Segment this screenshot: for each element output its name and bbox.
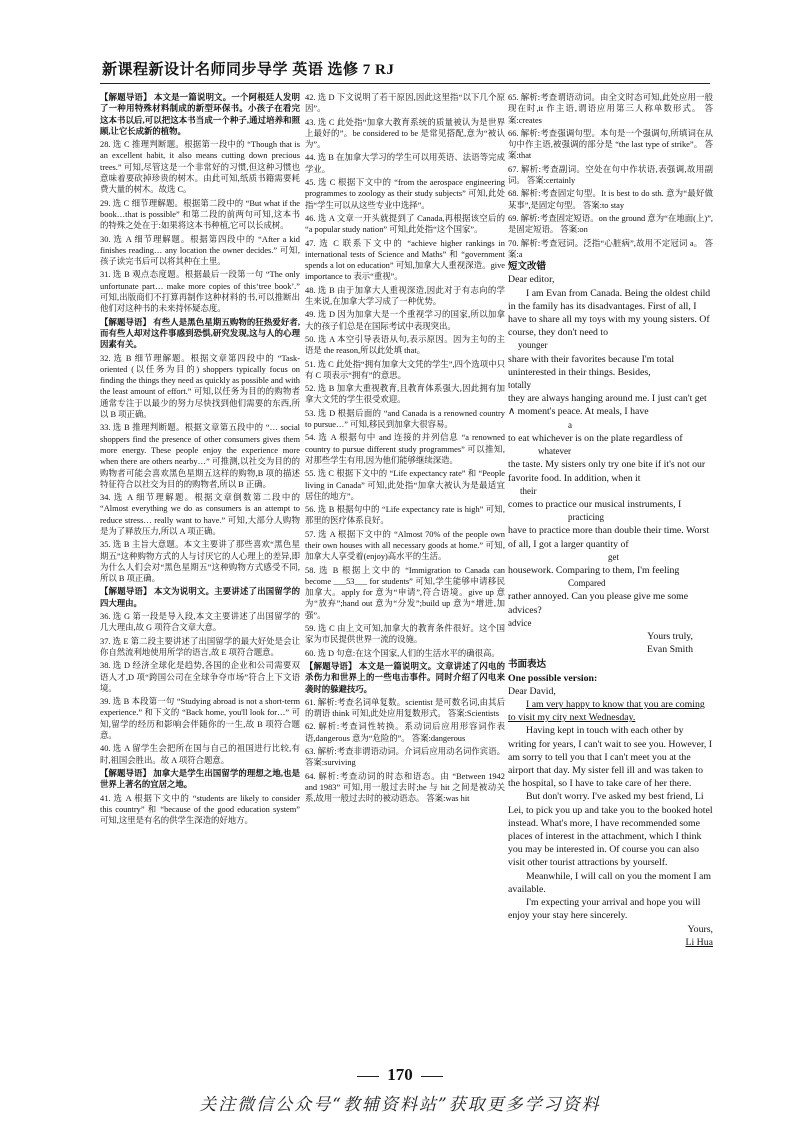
answer-item: 39. 选 B 本段第一句 “Studying abroad is not a short-term experience.” 和下文的 “Back home, you'll look for…” 可知,留学的经历和影响会伴随你的一生,故 B 项符合题意。 [100, 697, 300, 741]
correction-line: comes to practice our musical instruments, I [508, 498, 682, 510]
answer-item: 61. 解析:考查名词单复数。scientist 是可数名词,由其后的谓语 think 可知,此处应用复数形式。 答案:Scientists [305, 697, 505, 719]
answer-item: 51. 选 C 此处指“拥有加拿大文凭的学生”,四个选项中只有 C 项表示“拥有”的意思。 [305, 359, 505, 380]
answer-item: 53. 选 D 根据后面的 “and Canada is a renowned country to pursue…” 可知,移民到加拿大很容易。 [305, 408, 505, 430]
answer-item: 70. 解析:考查冠词。泛指“心脏病”,故用不定冠词 a。 答案:a [508, 238, 713, 259]
answer-item: 66. 解析:考查强调句型。本句是一个强调句,所填词在从句中作主语,被强调的部分是 “the last type of strike”。 答案:that [508, 128, 713, 161]
answer-item: 37. 选 E 第二段主要讲述了出国留学的最大好处是会让你自然流利地使用所学的语言,故 E 项符合题意。 [100, 636, 300, 657]
answer-item: 54. 选 A 根据句中 and 连接的并列信息 “a renowned country to pursue different study programmes” 可以推知,对那些学生有用,因为他们能够继续深造。 [305, 433, 505, 465]
answer-item: 33. 选 B 推理判断题。根据文章第五段中的 “… social shoppers find the presence of other consumers gives them more energy. These people enjoy the experience more when there are others nearby…” 可推测,以社交为目的的购物者可能会喜欢黑色星期五这样的购物,B 项的描述特征符合以社交为目的的购物者,所以 B 正确。 [100, 423, 300, 489]
answer-column-3 [508, 92, 713, 1062]
answer-item: 46. 选 A 文章一开头就提到了 Canada,再根据该空后的 “a popular study nation” 可知,此处指“这个国家”。 [305, 213, 505, 235]
correction-fix: practicing [568, 512, 604, 523]
page-header [100, 54, 710, 84]
correction-fix: get [608, 551, 619, 562]
correction-heading: 短文改错 [508, 262, 547, 273]
writing-label: One possible version: [508, 672, 598, 684]
writing-para: Meanwhile, I will call on you the moment I am available. [508, 870, 712, 895]
correction-salute: Dear editor, [508, 274, 555, 286]
answer-item: 48. 选 B 由于加拿大人重视深造,因此对于有志向的学生来说,在加拿大学习成了一种优势。 [305, 285, 505, 307]
page-number: 170 [0, 1065, 800, 1085]
answer-item: 60. 选 D 句意:在这个国家,人们的生活水平的确很高。 [305, 648, 500, 658]
passage-guide: 【解题导语】 加拿大是学生出国留学的理想之地,也是世界上著名的宜居之地。 [100, 768, 300, 790]
answer-item: 32. 选 B 细节理解题。根据文章第四段中的 “Task-oriented (以任务为目的) shoppers typically focus on finding the things they need as quickly as possible and with the least amount of effort.” 可知,以任务为目的的购物者通常专注于以最少的努力尽快找到他们需要的东西,所以 B 项正确。 [100, 353, 300, 420]
answer-item: 50. 选 A 本空引导表语从句,表示原因。因为主句的主语是 the reason,所以此处填 that。 [305, 334, 505, 356]
answer-item: 28. 选 C 推理判断题。根据第一段中的 “Though that is an excellent habit, it also means cutting down precious trees.” 可知,尽管这是一个非常好的习惯,但这种习惯也意味着要砍掉珍贵的树木。由此可知,纸质书籍需要耗费大量的树木。故选 C。 [100, 140, 300, 195]
answer-item: 41. 选 A 根据下文中的 “students are likely to consider this country” 和 “because of the good education system” 可知,这里是有名的供学生深造的好地方。 [100, 793, 300, 826]
answer-item: 64. 解析:考查动词的时态和语态。由 “Between 1942 and 1983” 可知,用一般过去时;he 与 hit 之间是被动关系,故用一般过去时的被动语态。 答案:was hit [305, 771, 505, 804]
answer-item: 47. 选 C 联系下文中的 “achieve higher rankings in international tests of Science and Maths” 和 “government spends a lot on education” 可知,加拿大人重视深造。give importance to 表示“重视”。 [305, 238, 505, 282]
answer-item: 57. 选 A 根据下文中的 “Almost 70% of the people own their own houses with all necessary goods at home.” 可知,加拿大人享受着(enjoy)高水平的生活。 [305, 529, 505, 562]
answer-item: 69. 解析:考查固定短语。on the ground 意为“在地面(上)”,是固定短语。 答案:on [508, 213, 713, 235]
writing-signature: Li Hua [685, 936, 713, 948]
correction-fix: whatever [538, 446, 571, 457]
answer-item: 56. 选 B 根据句中的 “Life expectancy rate is high” 可知,那里的医疗体系良好。 [305, 505, 505, 526]
answer-column-1 [100, 92, 300, 1062]
writing-heading: 书面表达 [508, 660, 547, 671]
writing-para: I'm expecting your arrival and hope you will enjoy your stay here sincerely. [508, 897, 701, 922]
passage-guide: 【解题导语】 本文为说明文。主要讲述了出国留学的四大理由。 [100, 587, 300, 608]
passage-guide: 【解题导语】 有些人是黑色星期五购物的狂热爱好者,而有些人却对这件事感到恐惧,研究发现,这与人的心理因素有关。 [100, 317, 300, 350]
answer-item: 49. 选 D 因为加拿大是一个重视学习的国家,所以加拿大的孩子们总是在国际考试中表现突出。 [305, 310, 505, 331]
correction-line: housework. Comparing to them, I'm feeling [508, 564, 680, 576]
passage-guide: 【解题导语】 本文是一篇说明文。一个阿根廷人发明了一种用特殊材料制成的新型环保书。小孩子在看完这本书以后,可以把这本书当成一个种子,通过培养和照顾,让它长成新的植物。 [100, 93, 300, 136]
answer-item: 63. 解析:考查非谓语动词。介词后应用动名词作宾语。 答案:surviving [305, 747, 505, 768]
correction-fix: Compared [568, 578, 606, 589]
answer-item: 59. 选 C 由上文可知,加拿大的教育条件很好。这个国家为市民提供世界一流的设施。 [305, 624, 505, 645]
correction-signature: Evan Smith [647, 644, 693, 656]
answer-item: 29. 选 C 细节理解题。根据第二段中的 “But what if the book…that is possible” 和第二段的前两句可知,这本书的特殊之处在于:如果将这本书种植,它可以长成树。 [100, 198, 300, 231]
answer-item: 65. 解析:考查谓语动词。由全文时态可知,此处应用一般现在时,it 作主语,谓语应用第三人称单数形式。 答案:creates [508, 93, 713, 125]
writing-closing: Yours, [687, 923, 713, 935]
correction-closing: Yours truly, [647, 630, 693, 642]
answer-item: 40. 选 A 留学生会把所在国与自己的祖国进行比较,有时,祖国会胜出。故 A 项符合题意。 [100, 744, 300, 765]
answer-item: 62. 解析:考查词性转换。系动词后应用形容词作表语,dangerous 意为“危险的”。 答案:dangerous [305, 722, 505, 743]
correction-fix: totally [508, 380, 531, 391]
writing-para: Having kept in touch with each other by writing for years, I can't wait to see you. However, I am sorry to tell you that I can't meet you at the airport that day. My sister fell ill and was taken to the hospital, so I have to take care of her there. [508, 725, 713, 790]
answer-item: 35. 选 B 主旨大意题。本文主要讲了那些喜欢“黑色星期五”这种购物方式的人与讨厌它的人心理上的差异,即为什么人们会对“黑色星期五”这种购物方式感受不同,所以 B 项正确。 [100, 540, 300, 584]
correction-line: rather annoyed. Can you please give me some advices? [508, 591, 689, 616]
correction-line: share with their favorites because I'm total uninterested in their things. Besides, [508, 353, 675, 378]
answer-item: 44. 选 B 在加拿大学习的学生可以用英语、法语等完成学业。 [305, 153, 505, 174]
answer-item: 45. 选 C 根据下文中的 “from the aerospace engineering programmes to zoology as their study subjects” 可知,此处指“学生可以从这些专业中选择”。 [305, 178, 505, 210]
answer-item: 67. 解析:考查副词。空处在句中作状语,表强调,故用副词。 答案:certainly [508, 164, 713, 186]
writing-section [508, 660, 713, 949]
correction-line: I am Evan from Canada. Being the oldest child in the family has its disadvantages. First of all, I have to share all my toys with my young sisters. Of course, they don't need to [508, 287, 711, 339]
writing-para: I am very happy to know that you are coming to visit my city next Wednesday. [508, 699, 705, 724]
answer-item: 58. 选 B 根据上文中的 “Immigration to Canada can become ___53___ for students” 可知,学生能够申请移民加拿大。apply for 意为“申请”,符合语境。give up 意为“放弃”;hand out 意为“分发”;build up 意为“增进,加强”。 [305, 565, 505, 620]
footer-note: 关注微信公众号“教辅资料站”获取更多学习资料 [199, 1095, 601, 1115]
correction-fix: younger [518, 340, 548, 351]
answer-item: 43. 选 C 此处指“加拿大教育系统的质量被认为是世界上最好的”。be considered to be 是常见搭配,意为“被认为”。 [305, 117, 505, 150]
writing-para: But don't worry. I've asked my best friend, Li Lei, to pick you up and take you to the booked hotel instead. What's more, I have recommended some places of interest in the attachment, which I think you may be interested in. Of course you can also visit other tourist attractions by yourself. [508, 791, 713, 869]
answer-item: 68. 解析:考查固定句型。It is best to do sth. 意为“最好做某事”,是固定句型。 答案:to stay [508, 189, 713, 210]
correction-fix: their [520, 485, 537, 496]
correction-fix: a [568, 419, 572, 430]
answer-column-2 [305, 92, 505, 1062]
error-correction-section [508, 262, 713, 656]
header-title: 新课程新设计名师同步导学 英语 选修 7 RJ [102, 62, 395, 78]
answer-item: 36. 选 G 第一段是导入段,本文主要讲述了出国留学的几大理由,故 G 项符合文章大意。 [100, 612, 300, 633]
answer-item: 42. 选 D 下文说明了若干原因,因此这里指“以下几个原因”。 [305, 93, 505, 114]
correction-fix: advice [508, 617, 532, 628]
correction-line: they are always hanging around me. I just can't get ∧ moment's peace. At meals, I have [508, 393, 707, 418]
answer-item: 30. 选 A 细节理解题。根据第四段中的 “After a kid finishes reading… any location the owner decides.” 可知,孩子读完书后可以将其种在土里。 [100, 234, 300, 267]
correction-line: to eat whichever is on the plate regardless of [508, 432, 683, 444]
writing-salute: Dear David, [508, 685, 556, 697]
answer-item: 55. 选 C 根据下文中的 “Life expectancy rate” 和 “People living in Canada” 可知,此处指“加拿大被认为是最适宜居住的地方”。 [305, 469, 505, 501]
answer-item: 31. 选 B 观点态度题。根据最后一段第一句 “The only unfortunate part… make more copies of this‘tree book’.” 可知,出版商们不打算再制作这种材料的书,可以推断出他们对这种书的未来持怀疑态度。 [100, 270, 300, 314]
answer-item: 52. 选 B 加拿大重视教育,且教育体系强大,因此拥有加拿大文凭的学生很受欢迎。 [305, 384, 505, 405]
correction-line: the taste. My sisters only try one bite if it's not our favorite food. In addition, when it [508, 459, 706, 484]
correction-line: have to practice more than double their time. Worst of all, I got a larger quantity of [508, 525, 710, 550]
answer-item: 38. 选 D 经济全球化是趋势,各国的企业和公司需要双语人才,D 项“跨国公司在全球争夺市场”符合上下文语境。 [100, 661, 300, 693]
correction-body [508, 287, 713, 657]
passage-guide: 【解题导语】 本文是一篇说明文。文章讲述了闪电的杀伤力和世界上的一些电击事件。同时介绍了闪电来袭时的躲避技巧。 [305, 661, 505, 694]
answer-item: 34. 选 A 细节理解题。根据文章倒数第二段中的 “Almost everything we do as consumers is an attempt to reduce stress… really want to have.” 可知,大部分人购物是为了释放压力,所以 A 项正确。 [100, 493, 300, 536]
